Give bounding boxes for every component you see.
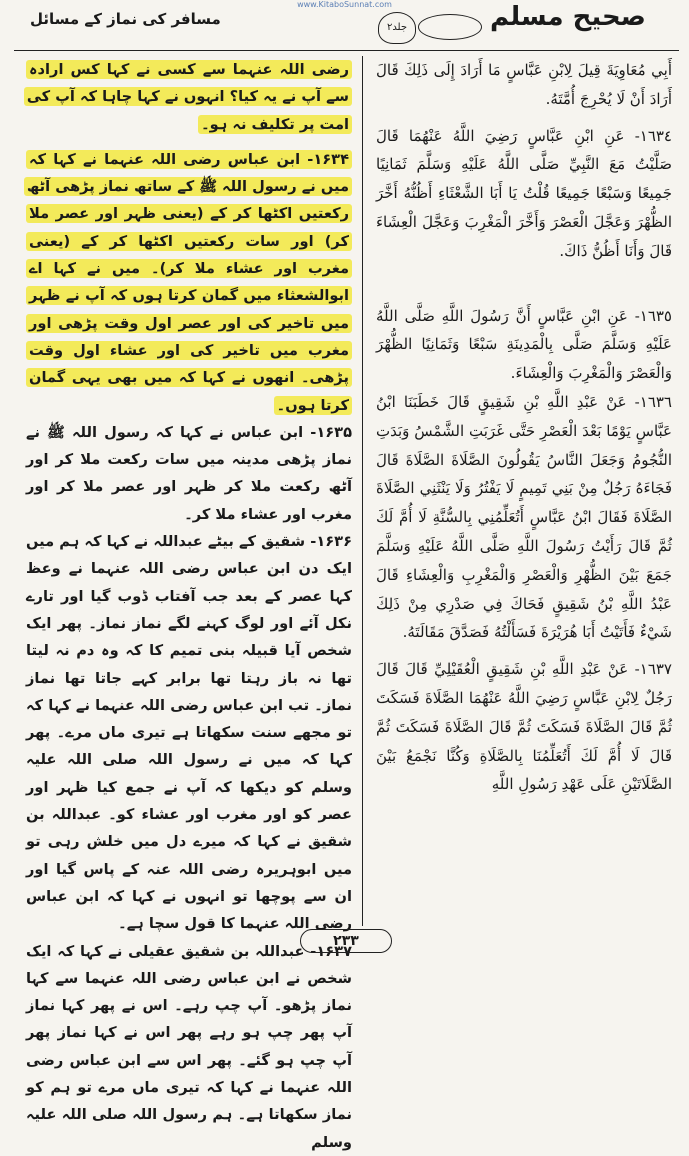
highlighted-text: رضی اللہ عنہما سے کسی نے کہا کس ارادہ سے آپ نے یہ کیا؟ انہوں نے کہا چاہا کہ آپ کی امت پر تکلیف نہ ہو۔ [24,60,352,134]
urdu-paragraph-1637: ۱۶۳۷- عبداللہ بن شقیق عقیلی نے کہا کہ ایک شخص نے ابن عباس رضی اللہ عنہما سے کہا نماز پڑھو۔ آپ چپ رہے۔ اس نے پھر کہا نماز آپ پھر چپ ہو رہے پھر اس نے کہا نماز پھر آپ چپ ہو گئے۔ پھر اس سے ابن عباس رضی اللہ عنہما نے کہا کہ تیری ماں مرے تو ہم کو نماز سکھاتا ہے۔ ہم رسول اللہ صلی اللہ علیہ وسلم [26,942,352,1151]
highlighted-text: ۱۶۳۴- ابن عباس رضی اللہ عنہما نے کہا کہ میں نے رسول اللہ ﷺ کے ساتھ نماز پڑھی آٹھ رکعتیں اکٹھا کر کے (یعنی ظہر اور عصر ملا کر) اور سات رکعتیں اکٹھا کر کے (یعنی مغرب اور عشاء ملا کر)۔ میں نے کہا اے ابوالشعثاء میں گمان کرتا ہوں کہ آپ نے ظہر میں تاخیر کی اور عصر اول وقت پڑھی اور مغرب میں تاخیر کی اور عشاء اول وقت پڑھی۔ انھوں نے کہا کہ میں بھی یہی گمان کرتا ہوں۔ [24,150,352,415]
header-divider [14,50,679,51]
arabic-paragraph-1637: ١٦٣٧- عَنْ عَبْدِ اللَّهِ بْنِ شَقِيقٍ الْعُقَيْلِيِّ قَالَ قَالَ رَجُلٌ لِابْنِ عَبَّاسٍ رَضِيَ اللَّهُ عَنْهُمَا الصَّلَاةَ فَسَكَتَ ثُمَّ قَالَ الصَّلَاةَ فَسَكَتَ ثُمَّ قَالَ الصَّلَاةَ فَسَكَتَ ثُمَّ قَالَ لَا أُمَّ لَكَ أَتُعَلِّمُنَا بِالصَّلَاةِ وَكُنَّا نَجْمَعُ بَيْنَ الصَّلَاتَيْنِ عَلَى عَهْدِ رَسُولِ اللَّهِ [376,660,672,794]
running-title: مسافر کی نماز کے مسائل [30,10,221,28]
arabic-text-column [372,56,676,926]
column-divider [362,56,363,926]
watermark-url: www.KitaboSunnat.com [297,0,392,9]
urdu-paragraph [22,56,356,138]
arabic-paragraph: أَبِي مُعَاوِيَةَ قِيلَ لِابْنِ عَبَّاسٍ مَا أَرَادَ إِلَى ذَلِكَ قَالَ أَرَادَ أَنْ لَا يُحْرِجَ أُمَّتَهُ. [376,61,672,108]
arabic-paragraph-1634: ١٦٣٤- عَنِ ابْنِ عَبَّاسٍ رَضِيَ اللَّهُ عَنْهُمَا قَالَ صَلَّيْتُ مَعَ النَّبِيِّ صَلَّى اللَّهُ عَلَيْهِ وَسَلَّمَ ثَمَانِيًا جَمِيعًا وَسَبْعًا جَمِيعًا قُلْتُ يَا أَبَا الشَّعْثَاءِ أَظُنُّهُ أَخَّرَ الظُّهْرَ وَعَجَّلَ الْعَصْرَ وَأَخَّرَ الْمَغْرِبَ وَعَجَّلَ الْعِشَاءَ قَالَ وَأَنَا أَظُنُّ ذَاكَ. [376,126,672,260]
ornament-seal-icon [418,14,482,40]
book-title: صحیح مسلم [490,2,646,32]
arabic-paragraph-1635: ١٦٣٥- عَنِ ابْنِ عَبَّاسٍ أَنَّ رَسُولَ اللَّهِ صَلَّى اللَّهُ عَلَيْهِ وَسَلَّمَ صَلَّى بِالْمَدِينَةِ سَبْعًا وَثَمَانِيًا الظُّهْرَ وَالْعَصْرَ وَالْمَغْرِبَ وَالْعِشَاءَ. [376,306,672,383]
urdu-paragraph-1635: ۱۶۳۵- ابن عباس نے کہا کہ رسول اللہ ﷺ نے نماز پڑھی مدینہ میں سات رکعت ملا کر اور آٹھ رکعت ملا کر ظہر اور عصر ملا کر اور مغرب اور عشاء ملا کر۔ [26,423,352,523]
volume-badge: جلد۲ [378,12,416,44]
arabic-paragraph-1636: ١٦٣٦- عَنْ عَبْدِ اللَّهِ بْنِ شَقِيقٍ قَالَ خَطَبَنَا ابْنُ عَبَّاسٍ يَوْمًا بَعْدَ الْعَصْرِ حَتَّى غَرَبَتِ الشَّمْسُ وَبَدَتِ النُّجُومُ وَجَعَلَ النَّاسُ يَقُولُونَ الصَّلَاةَ الصَّلَاةَ قَالَ فَجَاءَهُ رَجُلٌ مِنْ بَنِي تَمِيمٍ لَا يَفْتُرُ وَلَا يَنْثَنِي الصَّلَاةَ الصَّلَاةَ فَقَالَ ابْنُ عَبَّاسٍ أَتُعَلِّمُنِي بِالسُّنَّةِ لَا أُمَّ لَكَ ثُمَّ قَالَ رَأَيْتُ رَسُولَ اللَّهِ صَلَّى اللَّهُ عَلَيْهِ وَسَلَّمَ جَمَعَ بَيْنَ الظُّهْرِ وَالْعَصْرِ وَالْمَغْرِبِ وَالْعِشَاءِ قَالَ عَبْدُ اللَّهِ بْنُ شَقِيقٍ فَحَاكَ فِي صَدْرِي مِنْ ذَلِكَ شَيْءٌ فَأَتَيْتُ أَبَا هُرَيْرَةَ فَسَأَلْتُهُ فَصَدَّقَ مَقَالَتَهُ. [376,392,672,642]
page-number: ۲۳۳ [300,929,392,953]
urdu-paragraph-1634 [22,146,356,419]
urdu-paragraph-1636: ۱۶۳۶- شقیق کے بیٹے عبداللہ نے کہا کہ ہم میں ایک دن ابن عباس رضی اللہ عنہما نے وعظ کہا عصر کے بعد جب آفتاب ڈوب گیا اور تارے نکل آئے اور لوگ کہنے لگے نماز نماز۔ پھر ایک شخص آیا قبیلہ بنی تمیم کا کہ وہ دم نہ لیتا تھا نہ باز رہتا تھا برابر کہے جاتا تھا نماز نماز۔ تب ابن عباس رضی اللہ عنہما نے کہا کہ تو مجھے سنت سکھاتا ہے تیری ماں مرے۔ پھر کہا کہ میں نے رسول اللہ صلی اللہ علیہ وسلم کو دیکھا کہ آپ نے جمع کیا ظہر اور عصر کو اور مغرب اور عشاء کو۔ عبداللہ بن شقیق نے کہا کہ میرے دل میں خلش رہی تو میں ابوہریرہ رضی اللہ عنہ کے پاس گیا اور ان سے پوچھا تو انہوں نے کہا کہ ابن عباس رضی اللہ عنہما کا قول سچا ہے۔ [26,533,352,933]
